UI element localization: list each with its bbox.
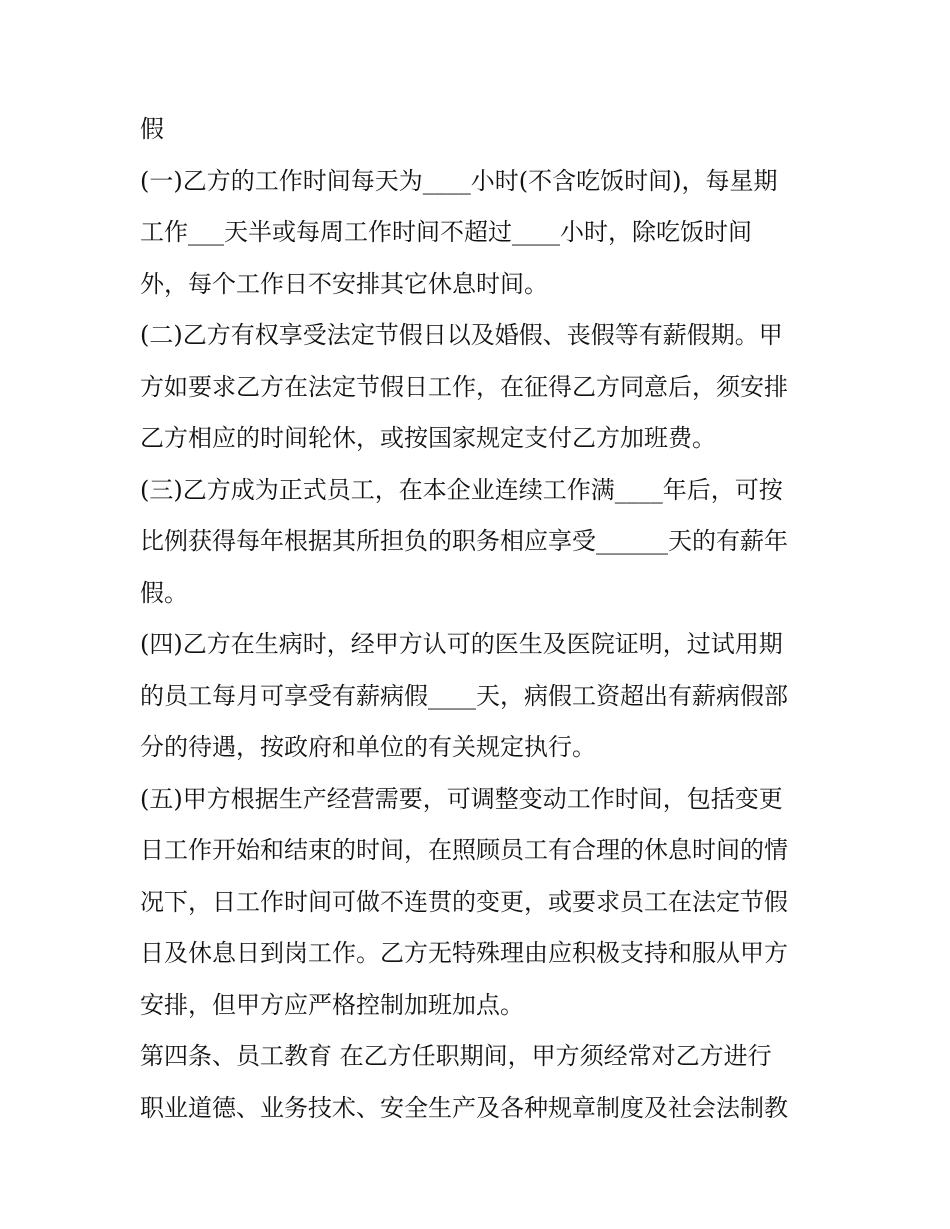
text-line: (一)乙方的工作时间每天为____小时(不含吃饭时间)，每星期 <box>140 166 778 195</box>
text-line: (三)乙方成为正式员工，在本企业连续工作满____年后，可按 <box>140 475 783 504</box>
text-line: 方如要求乙方在法定节假日工作，在征得乙方同意后，须安排 <box>140 372 788 401</box>
text-line: (二)乙方有权享受法定节假日以及婚假、丧假等有薪假期。甲 <box>140 321 783 349</box>
text-line: 比例获得每年根据其所担负的职务相应享受______天的有薪年 <box>140 527 788 555</box>
text-line: 的员工每月可享受有薪病假____天，病假工资超出有薪病假部 <box>140 681 788 710</box>
text-line: 第四条、员工教育 在乙方任职期间，甲方须经常对乙方进行 <box>140 1042 772 1070</box>
contract-text-body <box>140 104 820 1134</box>
text-line: 职业道德、业务技术、安全生产及各种规章制度及社会法制教 <box>140 1093 788 1122</box>
text-line: 工作___天半或每周工作时间不超过____小时，除吃饭时间 <box>140 218 752 246</box>
text-line: 况下，日工作时间可做不连贯的变更，或要求员工在法定节假 <box>140 887 788 916</box>
text-line: (四)乙方在生病时，经甲方认可的医生及医院证明，过试用期 <box>140 630 783 658</box>
text-line: 乙方相应的时间轮休，或按国家规定支付乙方加班费。 <box>140 424 716 452</box>
text-line: 日及休息日到岗工作。乙方无特殊理由应积极支持和服从甲方 <box>140 939 788 967</box>
text-line: 假。 <box>140 578 188 607</box>
text-line: (五)甲方根据生产经营需要，可调整变动工作时间，包括变更 <box>140 784 783 813</box>
text-line: 安排，但甲方应严格控制加班加点。 <box>140 990 524 1019</box>
text-line: 外，每个工作日不安排其它休息时间。 <box>140 269 548 298</box>
text-line: 假 <box>140 115 164 143</box>
text-line: 日工作开始和结束的时间，在照顾员工有合理的休息时间的情 <box>140 836 788 864</box>
text-line: 分的待遇，按政府和单位的有关规定执行。 <box>140 733 596 761</box>
